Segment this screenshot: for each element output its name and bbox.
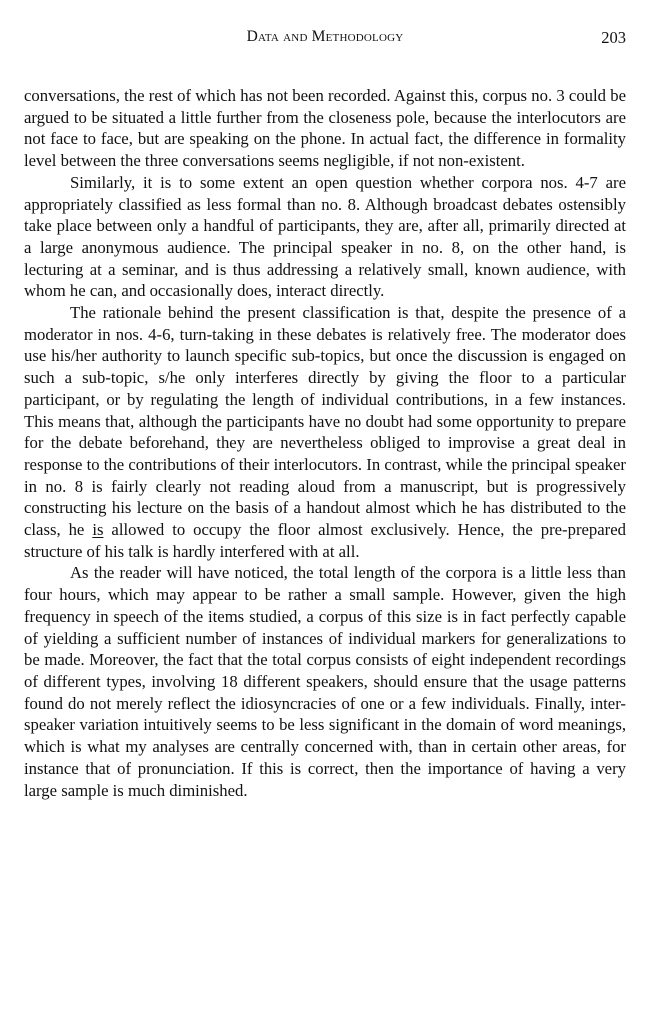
page-number: 203	[601, 28, 626, 47]
body-text	[24, 85, 626, 801]
paragraph-3-emphasis: is	[92, 520, 104, 540]
paragraph-4: As the reader will have noticed, the total length of the corpora is a little less than four hours, which may appear to be rather a small sample. However, given the high frequency in speech of the items studied, a corpus of this size is in fact perfectly capable of yielding a sufficient number of instances of individual markers for generalizations to be made. Moreover, the fact that the total corpus consists of eight independent recordings of different types, involving 18 different speakers, should ensure that the usage patterns found do not merely reflect the idiosyncracies of one or a few individuals. Finally, inter-speaker variation intuitively seems to be less significant in the domain of word meanings, which is what my analyses are centrally concerned with, than in certain other areas, for instance that of pronunciation. If this is correct, then the importance of having a very large sample is much diminished.	[24, 563, 626, 800]
paragraph-3-text-before: The rationale behind the present classification is that, despite the presence of a moderator in nos. 4-6, turn-taking in these debates is relatively free. The moderator does use his/her authority to launch specific sub-topics, but once the discussion is engaged on such a sub-topic, s/he only interferes directly by giving the floor to a particular participant, or by regulating the length of individual contributions, in a few instances. This means that, although the participants have no doubt had some opportunity to prepare for the debate beforehand, they are nevertheless obliged to improvise a great deal in response to the contributions of their interlocutors. In contrast, while the principal speaker in no. 8 is fairly clearly not reading aloud from a manuscript, but is progressively constructing his lecture on the basis of a handout almost which he has distributed to the class, he	[24, 303, 626, 540]
paragraph-1: conversations, the rest of which has not been recorded. Against this, corpus no. 3 could be argued to be situated a little further from the closeness pole, because the interlocutors are not face to face, but are speaking on the phone. In actual fact, the difference in formality level between the three conversations seems negligible, if not non-existent.	[24, 86, 626, 171]
running-head	[24, 28, 626, 50]
running-title: Data and Methodology	[246, 28, 404, 45]
paragraph-3	[24, 302, 626, 562]
paragraph-3-text-after: allowed to occupy the floor almost exclusively. Hence, the pre-prepared structure of his talk is hardly interfered with at all.	[24, 520, 626, 561]
paragraph-2: Similarly, it is to some extent an open question whether corpora nos. 4-7 are appropriately classified as less formal than no. 8. Although broadcast debates ostensibly take place between only a handful of participants, they are, after all, primarily directed at a large anonymous audience. The principal speaker in no. 8, on the other hand, is lecturing at a seminar, and is thus addressing a relatively small, known audience, with whom he can, and occasionally does, interact directly.	[24, 172, 626, 301]
